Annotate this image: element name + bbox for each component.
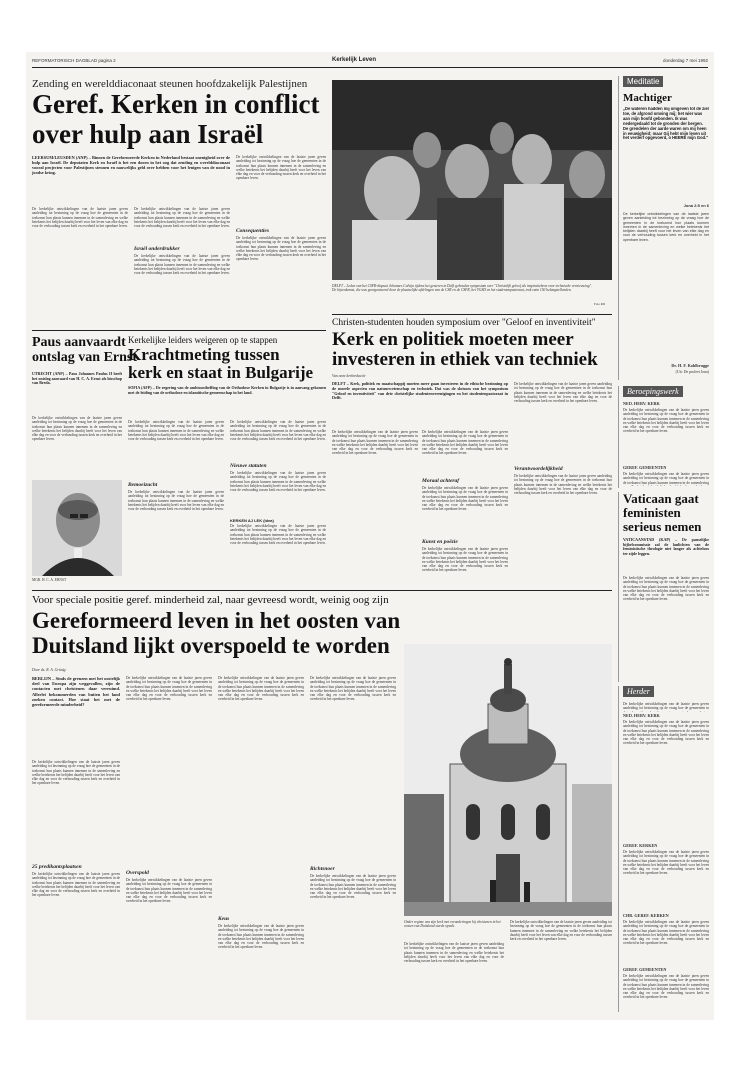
lead-headline-2: over hulp aan Israël xyxy=(32,119,264,149)
bulgarije-sub-nieuwe: Nieuwe statuten xyxy=(230,463,267,469)
ddr-sub-richtsnoer: Richtsnoer xyxy=(310,866,335,872)
beroepingswerk-header: Beroepingswerk xyxy=(623,386,683,397)
ddr-body-9: De kerkelijke ontwikkelingen van de laatste jaren geven aanleiding tot bezinning op de vraag hoe de gemeenten in de toekomst hun plaats kunnen innemen in de samenleving en welke betekenis het belijden daarbij heeft voor het leven van elke dag en voor de verhouding tussen kerk en overheid in het openbare leven. xyxy=(404,942,504,964)
meditatie-quote: „De wateren hadden mij omgeven tot de ziel toe, de afgrond omving mij; het wier was aan mijn hoofd gebonden. Ik was nedergedaald tot de gronden der bergen. De grendelen der aarde waren om mij heen in eeuwigheid; maar Gij hebt mijn leven uit het verderf opgevoerd, o HEERE mijn God." xyxy=(623,107,709,141)
ddr-body-2: De kerkelijke ontwikkelingen van de laatste jaren geven aanleiding tot bezinning op de vraag hoe de gemeenten in de toekomst hun plaats kunnen innemen in de samenleving en welke betekenis het belijden daarbij heeft voor het leven van elke dag en voor de verhouding tussen kerk en overheid in het openbare leven. xyxy=(32,872,120,898)
ddr-sub-overspold: Overspold xyxy=(126,870,149,876)
masthead-section: Kerkelijk Leven xyxy=(332,57,377,63)
bulgarije-body-4: De kerkelijke ontwikkelingen van de laatste jaren geven aanleiding tot bezinning op de vraag hoe de gemeenten in de toekomst hun plaats kunnen innemen in de samenleving en welke betekenis het belijden daarbij heeft voor het leven van elke dag en voor de verhouding tussen kerk en overheid in het openbare leven. xyxy=(230,471,326,493)
herder-church2: GEREF. KERKEN xyxy=(623,844,658,848)
symposium-byline: Van onze kerkredactie xyxy=(332,374,366,378)
symposium-body-1: De kerkelijke ontwikkelingen van de laatste jaren geven aanleiding tot bezinning op de vraag hoe de gemeenten in de toekomst hun plaats kunnen innemen in de samenleving en welke betekenis het belijden daarbij heeft voor het leven van elke dag en voor de verhouding tussen kerk en overheid in het openbare leven. xyxy=(332,430,418,456)
meditatie-verse: Jona 2:5 en 6 xyxy=(683,204,709,208)
symposium-intro: DELFT – Kerk, politiek en maatschappij moeten meer gaan investeren in de ethische bezinning op de morele aspecten van natuurwetenschap en techniek. Dat was de slotsom van het symposium "Geloof en inventiviteit" van drie christelijke studentenverenigingen en het studentenpastoraat in Delft. xyxy=(332,382,508,401)
lead-body-3: De kerkelijke ontwikkelingen van de laatste jaren geven aanleiding tot bezinning op de vraag hoe de gemeenten in de toekomst hun plaats kunnen innemen in de samenleving en welke betekenis het belijden daarbij heeft voor het leven van elke dag en voor de verhouding tussen kerk en overheid in het openbare leven. xyxy=(134,254,230,276)
symposium-body-4: De kerkelijke ontwikkelingen van de laatste jaren geven aanleiding tot bezinning op de vraag hoe de gemeenten in de toekomst hun plaats kunnen innemen in de samenleving en welke betekenis het belijden daarbij heeft voor het leven van elke dag en voor de verhouding tussen kerk en overheid in het openbare leven. xyxy=(422,547,508,573)
beroepingswerk-church: NED. HERV. KERK xyxy=(623,402,660,406)
symposium-sub-kunst: Kunst en poëzie xyxy=(422,539,458,545)
lead-sub-consequenties: Consequenties xyxy=(236,228,270,234)
masthead-rule xyxy=(32,67,708,68)
lead-sub-israel: Israël onderdrukker xyxy=(134,246,180,252)
herder-header: Herder xyxy=(623,686,654,697)
symposium-body-3: De kerkelijke ontwikkelingen van de laatste jaren geven aanleiding tot bezinning op de vraag hoe de gemeenten in de toekomst hun plaats kunnen innemen in de samenleving en welke betekenis het belijden daarbij heeft voor het leven van elke dag en voor de verhouding tussen kerk en overheid in het openbare leven. xyxy=(422,486,508,512)
lead-intro: LEERSUM/LEUSDEN (ANP) – Binnen de Gereformeerde Kerken in Nederland bestaat onenigheid over de hulp aan Israël. De deputaten Kerk en Israël is het een doorn in het oog dat zending en werelddiaconaat vooral projecten voor Palestijnen steunen en nauwelijks geld over hebben voor het lenigen van de nood in joodse kring. xyxy=(32,155,230,175)
ddr-body-1: De kerkelijke ontwikkelingen van de laatste jaren geven aanleiding tot bezinning op de vraag hoe de gemeenten in de toekomst hun plaats kunnen innemen in de samenleving en welke betekenis het belijden daarbij heeft voor het leven van elke dag en voor de verhouding tussen kerk en overheid in het openbare leven. xyxy=(32,760,120,786)
ernst-caption: MGR. H. C. A. ERNST xyxy=(32,578,67,582)
church-illustration xyxy=(404,644,612,916)
herder-box xyxy=(618,686,711,1012)
bulgarije-body-1: De kerkelijke ontwikkelingen van de laatste jaren geven aanleiding tot bezinning op de vraag hoe de gemeenten in de toekomst hun plaats kunnen innemen in de samenleving en welke betekenis het belijden daarbij heeft voor het leven van elke dag en voor de verhouding tussen kerk en overheid in het openbare leven. xyxy=(128,420,224,442)
ddr-body-7: De kerkelijke ontwikkelingen van de laatste jaren geven aanleiding tot bezinning op de vraag hoe de gemeenten in de toekomst hun plaats kunnen innemen in de samenleving en welke betekenis het belijden daarbij heeft voor het leven van elke dag en voor de verhouding tussen kerk en overheid in het openbare leven. xyxy=(310,676,396,702)
vaticaan-intro: VATICAANSTAD (KAP) – De pauselijke bijbelcommissie zal de lanlichten van de feministische theologie niet langer als achteloos ter zijde leggen. xyxy=(623,538,709,557)
beroepingswerk-church2: GEREF. GEMEENTEN xyxy=(623,466,667,470)
lead-body-5: De kerkelijke ontwikkelingen van de laatste jaren geven aanleiding tot bezinning op de vraag hoe de gemeenten in de toekomst hun plaats kunnen innemen in de samenleving en welke betekenis het belijden daarbij heeft voor het leven van elke dag en voor de verhouding tussen kerk en overheid in het openbare leven. xyxy=(236,236,326,262)
herder-body-3: De kerkelijke ontwikkelingen van de laatste jaren geven aanleiding tot bezinning op de vraag hoe de gemeenten in de toekomst hun plaats kunnen innemen in de samenleving en welke betekenis het belijden daarbij heeft voor het leven van elke dag en voor de verhouding tussen kerk en overheid in het openbare leven. xyxy=(623,850,709,876)
bulgarije-body-2: De kerkelijke ontwikkelingen van de laatste jaren geven aanleiding tot bezinning op de vraag hoe de gemeenten in de toekomst hun plaats kunnen innemen in de samenleving en welke betekenis het belijden daarbij heeft voor het leven van elke dag en voor de verhouding tussen kerk en overheid in het openbare leven. xyxy=(128,490,224,512)
bulgarije-intro: SOFIA (AFP) – De regering van de ambtsontheffing van de Orthodoxe Kerken in Bulgarije is in aanvang gekomen met de leiding van de orthodoxe en islamitische gemeenschap in het land. xyxy=(128,386,326,395)
meditatie-author: Dr. H. F. Kohlbrugge xyxy=(671,364,709,368)
bulgarije-kicker: Kerkelijke leiders weigeren op te stappen xyxy=(128,335,278,345)
vaticaan-body: De kerkelijke ontwikkelingen van de laatste jaren geven aanleiding tot bezinning op de vraag hoe de gemeenten in de toekomst hun plaats kunnen innemen in de samenleving en welke betekenis het belijden daarbij heeft voor het leven van elke dag en voor de verhouding tussen kerk en overheid in het openbare leven. xyxy=(623,576,709,602)
beroepingswerk-body-2: De kerkelijke ontwikkelingen van de laatste jaren geven aanleiding tot bezinning op de vraag hoe de gemeenten in de toekomst hun plaats kunnen innemen in de samenleving xyxy=(623,472,709,485)
ddr-body-10: De kerkelijke ontwikkelingen van de laatste jaren geven aanleiding tot bezinning op de vraag hoe de gemeenten in de toekomst hun plaats kunnen innemen in de samenleving en welke betekenis het belijden daarbij heeft voor het leven van elke dag en voor de verhouding tussen kerk en overheid in het openbare leven. xyxy=(510,920,612,942)
vaticaan-headline-3: serieus nemen xyxy=(623,519,702,534)
photo1-credit: Foto RD xyxy=(594,302,606,306)
symposium-sub-moraal: Moraal achteraf xyxy=(422,478,460,484)
lead-headline-1: Geref. Kerken in conflict xyxy=(32,89,320,119)
rule-above-ddr xyxy=(32,590,612,591)
ddr-body-5: De kerkelijke ontwikkelingen van de laatste jaren geven aanleiding tot bezinning op de vraag hoe de gemeenten in de toekomst hun plaats kunnen innemen in de samenleving en welke betekenis het belijden daarbij heeft voor het leven van elke dag en voor de verhouding tussen kerk en overheid in het openbare leven. xyxy=(218,676,304,702)
bulgarije-body-5: De kerkelijke ontwikkelingen van de laatste jaren geven aanleiding tot bezinning op de vraag hoe de gemeenten in de toekomst hun plaats kunnen innemen in de samenleving en welke betekenis het belijden daarbij heeft voor het leven van elke dag en voor de verhouding tussen kerk en overheid in het openbare leven. xyxy=(230,524,326,546)
meditatie-author-note: (Uit: De profeet Jona) xyxy=(675,370,709,374)
ddr-byline: Door ds. R. A. Grünig xyxy=(32,668,66,672)
symposium-kicker: Christen-studenten houden symposium over "Geloof en inventiviteit" xyxy=(332,318,596,328)
photo1-caption: DELFT – Leden van het CSFR-dispuut Johannes Calvijn tijdens het gesteren in Delft gehouden symposium over "Christelijk geloof als inspiratiebron voor technische vernieuwing". De bijeenkomst, die was georganiseerd door de plaatselijke afdelingen van de CSR en de CSFR, het VGSD en het studentenpastoraat, trok ruim 150 belangstellenden. xyxy=(332,284,592,293)
ddr-body-8: De kerkelijke ontwikkelingen van de laatste jaren geven aanleiding tot bezinning op de vraag hoe de gemeenten in de toekomst hun plaats kunnen innemen in de samenleving en welke betekenis het belijden daarbij heeft voor het leven van elke dag en voor de verhouding tussen kerk en overheid in het openbare leven. xyxy=(310,874,396,900)
symposium-sub-verantwoord: Verantwoordelijkheid xyxy=(514,466,563,472)
lead-kicker: Zending en werelddiaconaat steunen hoofdzakelijk Palestijnen xyxy=(32,78,308,90)
beroepingswerk-body-1: De kerkelijke ontwikkelingen van de laatste jaren geven aanleiding tot bezinning op de vraag hoe de gemeenten in de toekomst hun plaats kunnen innemen in de samenleving en welke betekenis het belijden daarbij heeft voor het leven van elke dag en voor de verhouding tussen kerk en overheid in het openbare leven. xyxy=(623,408,709,434)
ddr-sub-predikanten: 25 predikantsplaatsen xyxy=(32,864,82,870)
herder-body-2: De kerkelijke ontwikkelingen van de laatste jaren geven aanleiding tot bezinning op de vraag hoe de gemeenten in de toekomst hun plaats kunnen innemen in de samenleving en welke betekenis het belijden daarbij heeft voor het leven van elke dag en voor de verhouding tussen kerk en overheid in het openbare leven. xyxy=(623,720,709,746)
masthead-paper: REFORMATORISCH DAGBLAD pagina 2 xyxy=(32,58,116,63)
bulgarije-sub-kerken: KERKEN AJ LEK (Idea) xyxy=(230,518,274,523)
meditatie-header: Meditatie xyxy=(623,76,663,87)
masthead xyxy=(32,57,708,67)
meditatie-body: De kerkelijke ontwikkelingen van de laatste jaren geven aanleiding tot bezinning op de vraag hoe de gemeenten in de toekomst hun plaats kunnen innemen in de samenleving en welke betekenis het belijden daarbij heeft voor het leven van elke dag en voor de verhouding tussen kerk en overheid in het openbare leven. xyxy=(623,212,709,242)
masthead-date: donderdag 7 mei 1992 xyxy=(662,58,708,63)
rule-below-lead xyxy=(32,330,326,331)
ddr-sub-keus: Keus xyxy=(218,916,230,922)
symposium-headline-1: Kerk en politiek moeten meer xyxy=(332,329,574,350)
meditatie-box xyxy=(618,76,711,380)
ddr-headline-2: Duitsland lijkt overspoeld te worden xyxy=(32,633,390,658)
ddr-kicker: Voor speciale positie geref. minderheid zal, naar gevreesd wordt, weinig oog zijn xyxy=(32,594,389,606)
vaticaan-headline-2: feministen xyxy=(623,505,681,520)
vaticaan-headline-1: Vaticaan gaat xyxy=(623,491,699,506)
herder-church3: CHR. GEREF. KERKEN xyxy=(623,914,669,918)
ernst-body: De kerkelijke ontwikkelingen van de laatste jaren geven aanleiding tot bezinning op de vraag hoe de gemeenten in de toekomst hun plaats kunnen innemen in de samenleving en welke betekenis het belijden daarbij heeft voor het leven van elke dag en voor de verhouding tussen kerk en overheid in het openbare leven. xyxy=(32,416,122,442)
ernst-portrait-illustration xyxy=(32,480,122,576)
church-photo xyxy=(404,644,612,916)
ddr-headline-1: Gereformeerd leven in het oosten van xyxy=(32,608,401,633)
herder-body-5: De kerkelijke ontwikkelingen van de laatste jaren geven aanleiding tot bezinning op de vraag hoe de gemeenten in de toekomst hun plaats kunnen innemen in de samenleving en welke betekenis het belijden daarbij heeft voor het leven van elke dag en voor de verhouding tussen kerk en overheid in het openbare leven. xyxy=(623,974,709,1000)
ddr-body-4: De kerkelijke ontwikkelingen van de laatste jaren geven aanleiding tot bezinning op de vraag hoe de gemeenten in de toekomst hun plaats kunnen innemen in de samenleving en welke betekenis het belijden daarbij heeft voor het leven van elke dag en voor de verhouding tussen kerk en overheid in het openbare leven. xyxy=(126,878,212,904)
ernst-portrait xyxy=(32,480,122,576)
rule-symposium xyxy=(332,314,612,315)
students-photo xyxy=(332,80,612,280)
lead-body-4: De kerkelijke ontwikkelingen van de laatste jaren geven aanleiding tot bezinning op de vraag hoe de gemeenten in de toekomst hun plaats kunnen innemen in de samenleving en welke betekenis het belijden daarbij heeft voor het leven van elke dag en voor de verhouding tussen kerk en overheid in het openbare leven. xyxy=(236,155,326,181)
beroepingswerk-box xyxy=(618,386,711,488)
lead-body-2: De kerkelijke ontwikkelingen van de laatste jaren geven aanleiding tot bezinning op de vraag hoe de gemeenten in de toekomst hun plaats kunnen innemen in de samenleving en welke betekenis het belijden daarbij heeft voor het leven van elke dag en voor de verhouding tussen kerk en overheid in het openbare leven. xyxy=(134,207,230,229)
symposium-headline-2: investeren in ethiek van techniek xyxy=(332,349,598,370)
bulgarije-body-3: De kerkelijke ontwikkelingen van de laatste jaren geven aanleiding tot bezinning op de vraag hoe de gemeenten in de toekomst hun plaats kunnen innemen in de samenleving en welke betekenis het belijden daarbij heeft voor het leven van elke dag en voor de verhouding tussen kerk en overheid in het openbare leven. xyxy=(230,420,326,442)
ddr-body-3: De kerkelijke ontwikkelingen van de laatste jaren geven aanleiding tot bezinning op de vraag hoe de gemeenten in de toekomst hun plaats kunnen innemen in de samenleving en welke betekenis het belijden daarbij heeft voor het leven van elke dag en voor de verhouding tussen kerk en overheid in het openbare leven. xyxy=(126,676,212,702)
vaticaan-box xyxy=(618,492,711,682)
ernst-headline-1: Paus aanvaardt xyxy=(32,335,126,350)
ddr-caption: Onder regime van zijn kerk met veranderingen bij christenen in het oosten van Duitsland steeds opvalt. xyxy=(404,920,501,929)
herder-body-1: De kerkelijke ontwikkelingen van de laatste jaren geven aanleiding tot bezinning op de vraag hoe de gemeenten in xyxy=(623,702,709,711)
bulgarije-sub-bemoeizucht: Bemoeizucht xyxy=(128,482,158,488)
meditatie-title: Machtiger xyxy=(623,92,672,104)
ernst-intro: UTRECHT (ANP) – Paus Johannes Paulus II heeft het ontslag aanvaard van H. C. A. Ernst als bisschop van Breda. xyxy=(32,372,122,386)
lead-body-1: De kerkelijke ontwikkelingen van de laatste jaren geven aanleiding tot bezinning op de vraag hoe de gemeenten in de toekomst hun plaats kunnen innemen in de samenleving en welke betekenis het belijden daarbij heeft voor het leven van elke dag en voor de verhouding tussen kerk en overheid in het openbare leven. xyxy=(32,207,128,229)
ddr-body-6: De kerkelijke ontwikkelingen van de laatste jaren geven aanleiding tot bezinning op de vraag hoe de gemeenten in de toekomst hun plaats kunnen innemen in de samenleving en welke betekenis het belijden daarbij heeft voor het leven van elke dag en voor de verhouding tussen kerk en overheid in het openbare leven. xyxy=(218,924,304,950)
ernst-headline-2: ontslag van Ernst xyxy=(32,350,138,365)
symposium-body-2: De kerkelijke ontwikkelingen van de laatste jaren geven aanleiding tot bezinning op de vraag hoe de gemeenten in de toekomst hun plaats kunnen innemen in de samenleving en welke betekenis het belijden daarbij heeft voor het leven van elke dag en voor de verhouding tussen kerk en overheid in het openbare leven. xyxy=(422,430,508,456)
ddr-intro: BERLIJN – Sinds de grenzen met het oostelijk deel van Europa zijn weggevallen, zijn de contacten met christenen daar verruimd. Allerlei bekommerden van buiten het land zoeken contact. Hoe staat het met de gereformeerde minderheid? xyxy=(32,676,120,708)
students-illustration xyxy=(332,80,612,280)
bulgarije-headline-1: Krachtmeting tussen xyxy=(128,345,280,364)
herder-body-4: De kerkelijke ontwikkelingen van de laatste jaren geven aanleiding tot bezinning op de vraag hoe de gemeenten in de toekomst hun plaats kunnen innemen in de samenleving en welke betekenis het belijden daarbij heeft voor het leven van elke dag en voor de verhouding tussen kerk en overheid in het openbare leven. xyxy=(623,920,709,946)
herder-church4: GEREF. GEMEENTEN xyxy=(623,968,667,972)
symposium-body-6: De kerkelijke ontwikkelingen van de laatste jaren geven aanleiding tot bezinning op de vraag hoe de gemeenten in de toekomst hun plaats kunnen innemen in de samenleving en welke betekenis het belijden daarbij heeft voor het leven van elke dag en voor de verhouding tussen kerk en overheid in het openbare leven. xyxy=(514,474,612,496)
herder-church1: NED. HERV. KERK xyxy=(623,714,660,718)
newspaper-page xyxy=(26,52,714,1020)
bulgarije-headline-2: kerk en staat in Bulgarije xyxy=(128,363,314,382)
symposium-body-5: De kerkelijke ontwikkelingen van de laatste jaren geven aanleiding tot bezinning op de vraag hoe de gemeenten in de toekomst hun plaats kunnen innemen in de samenleving en welke betekenis het belijden daarbij heeft voor het leven van elke dag en voor de verhouding tussen kerk en overheid in het openbare leven. xyxy=(514,382,612,404)
